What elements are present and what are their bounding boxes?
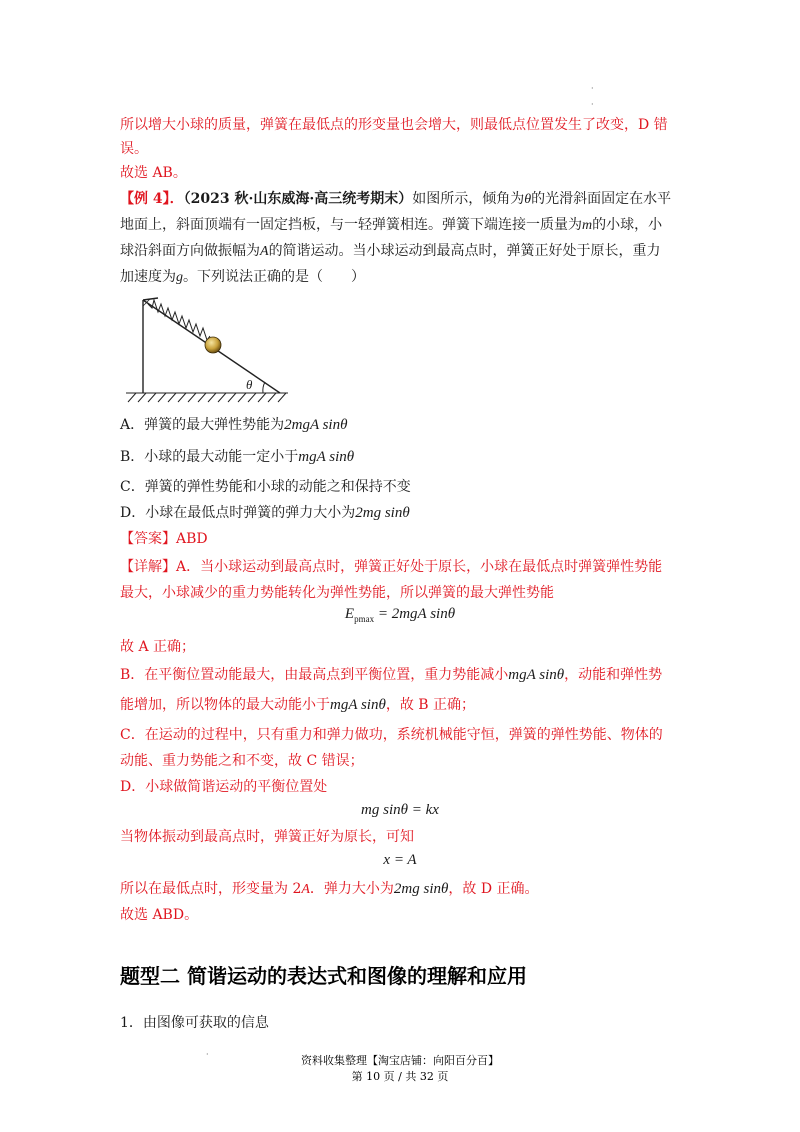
spring: [148, 300, 210, 340]
equation-x: x = A: [383, 852, 417, 868]
detail-line: 能增加，所以物体的最大动能小于mgA sinθ，故 B 正确；: [120, 697, 476, 713]
equation-epmax: $E_{pmax} = 2mgA$ sinθ: [344, 606, 456, 624]
footer-source: 资料收集整理【淘宝店铺：向阳百分百】: [301, 1054, 499, 1067]
detail-line: 最大，小球减少的重力势能转化为弹性势能，所以弹簧的最大弹性势能: [120, 585, 554, 601]
ground-hatch: [126, 393, 288, 402]
corner-dot: ·: [591, 84, 594, 93]
incline-figure: [118, 290, 298, 410]
list-item: 1．由图像可获取的信息: [120, 1015, 269, 1031]
detail-line: 【详解】A．当小球运动到最高点时，弹簧正好处于原长，小球在最低点时弹簧弹性势能: [120, 559, 663, 575]
ball: [205, 337, 221, 353]
detail-line: 当物体振动到最高点时，弹簧正好为原长，可知: [120, 829, 414, 845]
example-line-4: 加速度为g。下列说法正确的是（ ）: [120, 269, 365, 285]
section-title: 题型二 简谐运动的表达式和图像的理解和应用: [120, 964, 527, 988]
equation-balance: mg sinθ = kx: [361, 802, 439, 818]
angle-arc: [263, 382, 265, 393]
example-line-2: 地面上，斜面顶端有一固定挡板，与一轻弹簧相连。弹簧下端连接一质量为m的小球，小: [120, 217, 663, 233]
detail-line: 所以在最低点时，形变量为 2A．弹力大小为2mg sinθ，故 D 正确。: [120, 881, 539, 897]
detail-line: D．小球做简谐运动的平衡位置处: [120, 779, 328, 795]
option-b: B．小球的最大动能一定小于mgA sinθ: [120, 449, 355, 465]
page-number: 第 10 页 / 共 32 页: [351, 1070, 449, 1083]
angle-label: θ: [246, 377, 253, 392]
footer-dot: ·: [206, 1050, 209, 1059]
corner-dot: ·: [591, 100, 594, 109]
detail-line: B．在平衡位置动能最大，由最高点到平衡位置，重力势能减小mgA sinθ，动能和弹性势: [120, 667, 663, 683]
example-tag: 【例 4】．: [120, 191, 184, 207]
answer: 【答案】ABD: [120, 531, 208, 547]
example-line-1: 【例 4】．（2023 秋·山东威海·高三统考期末）如图所示，倾角为θ的光滑斜面固定在水平: [120, 191, 672, 207]
example-line-3: 球沿斜面方向做振幅为A的简谐运动。当小球运动到最高点时，弹簧正好处于原长，重力: [120, 243, 661, 259]
detail-line: 故 A 正确；: [120, 639, 196, 655]
option-a: A．弹簧的最大弹性势能为2mgA sinθ: [120, 417, 348, 433]
option-c: C．弹簧的弹性势能和小球的动能之和保持不变: [120, 479, 411, 495]
detail-line: 动能、重力势能之和不变，故 C 错误；: [120, 753, 364, 769]
detail-line: 故选 ABD。: [120, 907, 199, 923]
example-source: （2023 秋·山东威海·高三统考期末）: [183, 191, 413, 207]
option-d: D．小球在最低点时弹簧的弹力大小为2mg sinθ: [120, 505, 410, 521]
paragraph-line: 所以增大小球的质量，弹簧在最低点的形变量也会增大，则最低点位置发生了改变，D 错: [120, 117, 668, 133]
paragraph-line: 故选 AB。: [120, 165, 187, 181]
detail-line: C．在运动的过程中，只有重力和弹力做功，系统机械能守恒，弹簧的弹性势能、物体的: [120, 727, 663, 743]
paragraph-line: 误。: [120, 141, 148, 157]
